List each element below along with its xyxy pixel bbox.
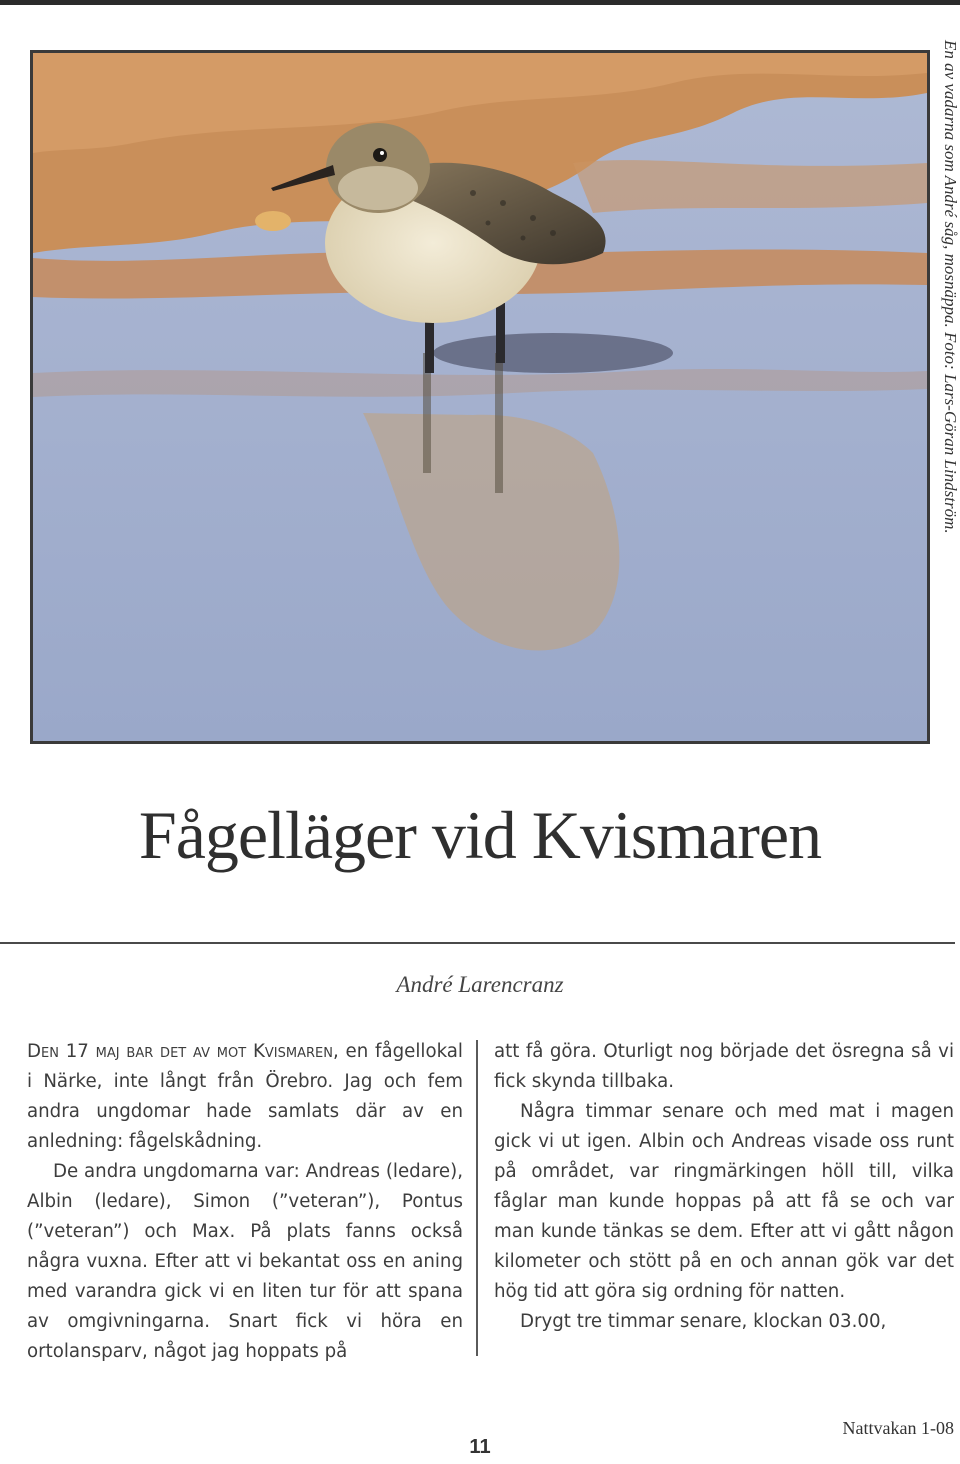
paragraph: Drygt tre timmar senare, klockan 03.00, <box>520 1311 887 1332</box>
top-rule <box>0 0 960 5</box>
text-column-left <box>27 1037 463 1367</box>
photo-caption: En av vadarna som André såg, mosnäppa. Foto: Lars-Göran Lindström. <box>941 40 960 534</box>
article-title: Fågelläger vid Kvismaren <box>138 797 822 873</box>
lead-in: Den 17 maj bar det av mot Kvismaren, <box>27 1041 339 1062</box>
wading-bird-illustration <box>33 53 927 741</box>
column-divider <box>476 1040 478 1356</box>
paragraph <box>27 1037 463 1157</box>
paragraph-text: en fågellokal i Närke, inte långt från Örebro. Jag och fem andra ungdomar hade samlats där av en anledning: fågelskådning. <box>27 1041 463 1152</box>
text-column-right <box>494 1037 954 1337</box>
title-divider <box>0 942 955 944</box>
paragraph: De andra ungdomarna var: Andreas (ledare), Albin (ledare), Simon (”veteran”), Pontus (”veteran”) och Max. På plats fanns också några vuxna. Efter att vi bekantat oss en aning med varandra gick vi en liten tur för att spana av omgivningarna. Snart fick vi höra en ortolansparv, något jag hoppats på <box>27 1161 463 1362</box>
author-byline: André Larencranz <box>396 972 564 997</box>
paragraph: Några timmar senare och med mat i magen gick vi ut igen. Albin och Andreas visade oss runt på området, var ringmärkingen höll till, vilka fåglar man kunde hoppas på att få se och var man kunde tänkas se dem. Efter att vi gått någon kilometer och stött på en och annan gök var det hög tid att göra sig ordning för natten. <box>494 1101 954 1302</box>
paragraph: att få göra. Oturligt nog började det ösregna så vi fick skynda tillbaka. <box>494 1041 954 1092</box>
bird-photo <box>30 50 930 744</box>
page-number: 11 <box>469 1436 491 1458</box>
publication-name: Nattvakan 1-08 <box>842 1418 954 1438</box>
